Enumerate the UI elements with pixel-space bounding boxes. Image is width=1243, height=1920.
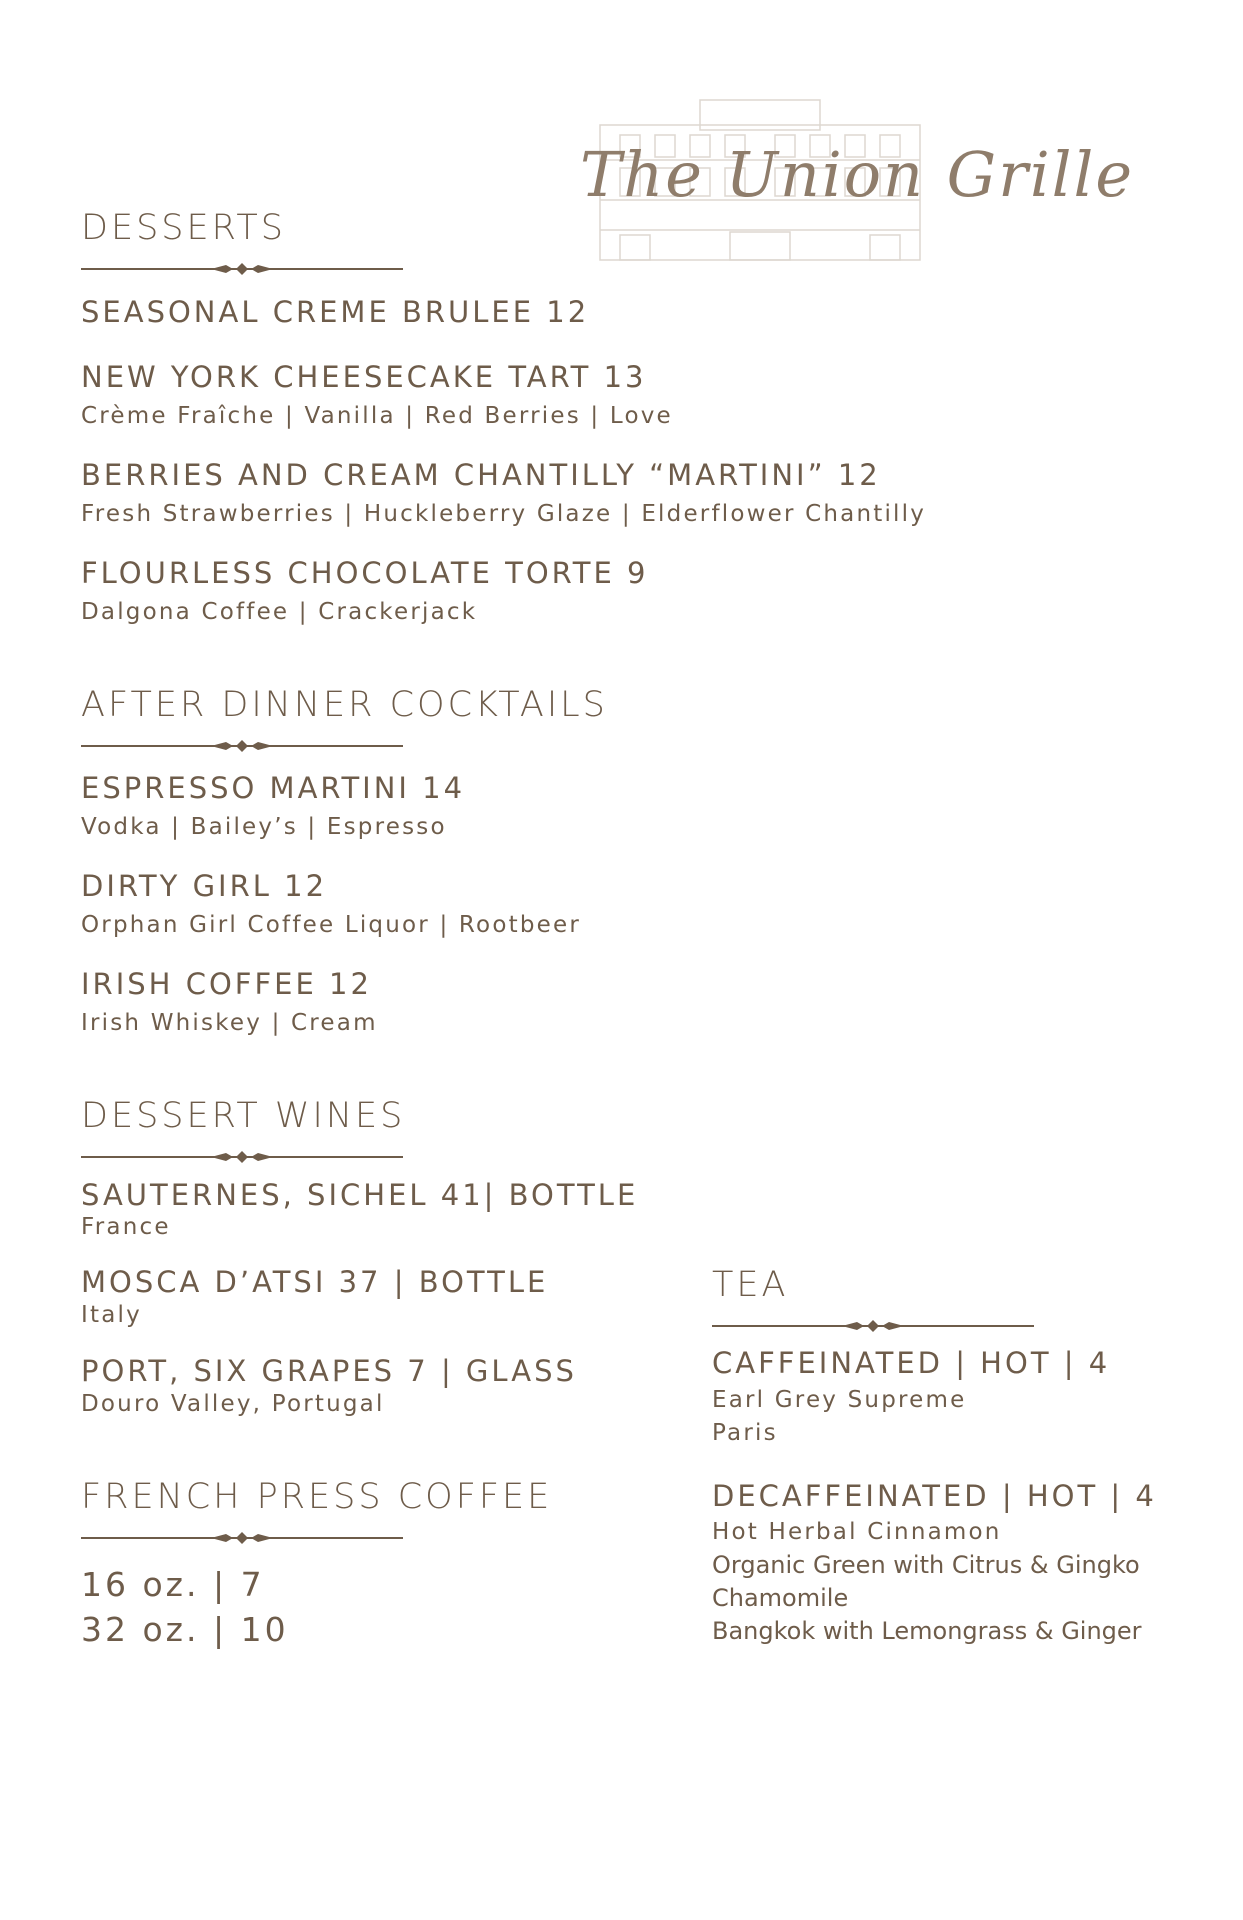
ornamental-divider	[81, 736, 403, 756]
tea-option: Chamomile	[712, 1584, 849, 1612]
tea-option: Hot Herbal Cinnamon	[712, 1519, 1002, 1545]
menu-item-description: Irish Whiskey | Cream	[81, 1010, 378, 1036]
section-title-cocktails: AFTER DINNER COCKTAILS	[81, 685, 608, 725]
ornamental-divider	[712, 1316, 1034, 1336]
menu-item-description: Fresh Strawberries | Huckleberry Glaze | Elderflower Chantilly	[81, 501, 927, 527]
menu-item-name: IRISH COFFEE 12	[81, 967, 372, 1001]
tea-option: Bangkok with Lemongrass & Ginger	[712, 1617, 1142, 1645]
menu-item-description: France	[81, 1214, 171, 1240]
menu-item-name: ESPRESSO MARTINI 14	[81, 771, 466, 805]
menu-item-name: NEW YORK CHEESECAKE TART 13	[81, 360, 647, 394]
tea-option: Earl Grey Supreme	[712, 1387, 967, 1413]
tea-option: Paris	[712, 1420, 778, 1446]
menu-item-name: SAUTERNES, SICHEL 41| BOTTLE	[81, 1178, 639, 1212]
menu-item-name: SEASONAL CREME BRULEE 12	[81, 295, 590, 329]
tea-category-decaf: DECAFFEINATED | HOT | 4	[712, 1479, 1157, 1513]
section-title-desserts: DESSERTS	[81, 208, 286, 248]
menu-item-name: PORT, SIX GRAPES 7 | GLASS	[81, 1354, 577, 1388]
tea-category-caffeinated: CAFFEINATED | HOT | 4	[712, 1346, 1111, 1380]
menu-item-description: Italy	[81, 1302, 142, 1328]
menu-item-description: Orphan Girl Coffee Liquor | Rootbeer	[81, 912, 581, 938]
ornamental-divider	[81, 259, 403, 279]
menu-item-description: Dalgona Coffee | Crackerjack	[81, 599, 478, 625]
menu-item-description: Vodka | Bailey’s | Espresso	[81, 814, 447, 840]
menu-item-name: MOSCA D’ATSI 37 | BOTTLE	[81, 1265, 549, 1299]
restaurant-name: The Union Grille	[580, 138, 1135, 211]
section-title-tea: TEA	[712, 1265, 789, 1305]
ornamental-divider	[81, 1147, 403, 1167]
ornamental-divider	[81, 1528, 403, 1548]
restaurant-logo	[580, 80, 1135, 270]
section-title-wines: DESSERT WINES	[81, 1096, 406, 1136]
menu-item-description: Crème Fraîche | Vanilla | Red Berries | Love	[81, 403, 673, 429]
tea-option: Organic Green with Citrus & Gingko	[712, 1551, 1140, 1579]
menu-item-name: DIRTY GIRL 12	[81, 869, 328, 903]
section-title-coffee: FRENCH PRESS COFFEE	[81, 1477, 553, 1517]
menu-item-name: FLOURLESS CHOCOLATE TORTE 9	[81, 556, 649, 590]
coffee-size-price: 32 oz. | 10	[81, 1610, 289, 1649]
menu-item-description: Douro Valley, Portugal	[81, 1391, 385, 1417]
menu-item-name: BERRIES AND CREAM CHANTILLY “MARTINI” 12	[81, 458, 881, 492]
coffee-size-price: 16 oz. | 7	[81, 1565, 265, 1604]
